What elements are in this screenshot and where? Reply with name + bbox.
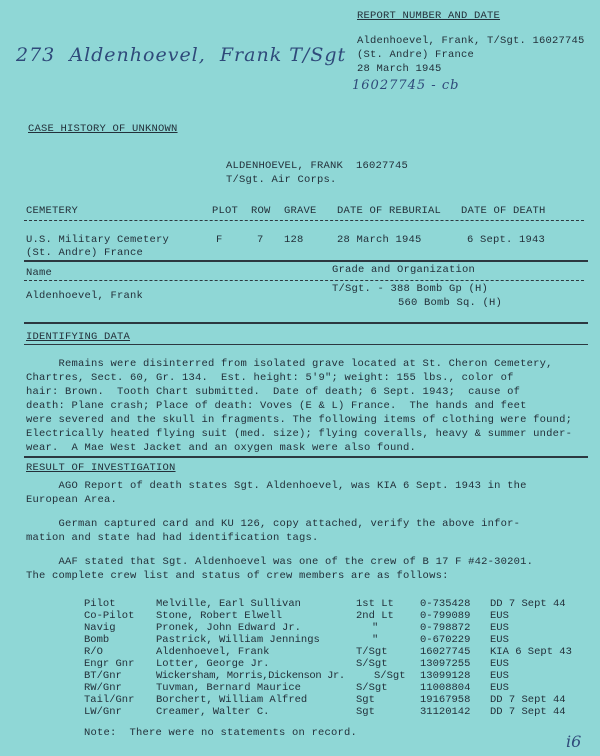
crew-status: EUS <box>490 622 509 634</box>
note: Note: There were no statements on record. <box>84 727 358 739</box>
crew-rank: S/Sgt <box>356 682 388 694</box>
crew-row <box>84 598 584 610</box>
handwritten-name-annotation: 273 Aldenhoevel, Frank T/Sgt <box>16 44 347 66</box>
crew-rank: 2nd Lt <box>356 610 394 622</box>
report-line-1: Aldenhoevel, Frank, T/Sgt. 16027745 <box>357 35 585 47</box>
crew-status: EUS <box>490 658 509 670</box>
crew-position: LW/Gnr <box>84 706 122 718</box>
crew-name: Tuvman, Bernard Maurice <box>156 682 301 694</box>
crew-status: EUS <box>490 682 509 694</box>
crew-rank: " <box>372 622 379 634</box>
crew-name: Creamer, Walter C. <box>156 706 270 718</box>
crew-position: Co-Pilot <box>84 610 135 622</box>
crew-row <box>84 634 584 646</box>
identifying-line-4: death: Plane crash; Place of death: Voves (E & L) France. The hands and feet <box>26 400 527 412</box>
crew-position: Navig <box>84 622 116 634</box>
subject-name: ALDENHOEVEL, FRANK 16027745 <box>226 160 409 172</box>
table-bottom-rule <box>24 260 588 262</box>
margin-mark: i6 <box>566 732 582 751</box>
crew-rank: Sgt <box>356 694 375 706</box>
crew-row <box>84 670 584 682</box>
investigation-p1-line-2: European Area. <box>26 494 118 506</box>
crew-status: KIA 6 Sept 43 <box>490 646 572 658</box>
cemetery-line-1: U.S. Military Cemetery <box>26 234 170 246</box>
crew-serial: 0-670229 <box>420 634 471 646</box>
crew-name: Aldenhoevel, Frank <box>156 646 270 658</box>
crew-name: Pastrick, William Jennings <box>156 634 320 646</box>
cemetery-line-2: (St. Andre) France <box>26 247 144 259</box>
investigation-p2-line-1: German captured card and KU 126, copy attached, verify the above infor- <box>26 518 521 530</box>
crew-status: EUS <box>490 610 509 622</box>
header-row: ROW <box>251 205 271 217</box>
grade-line-1: T/Sgt. - 388 Bomb Gp (H) <box>332 283 489 295</box>
crew-serial: 0-799089 <box>420 610 471 622</box>
investigation-p1-line-1: AGO Report of death states Sgt. Aldenhoevel, was KIA 6 Sept. 1943 in the <box>26 480 527 492</box>
name-label: Name <box>26 267 53 279</box>
crew-position: BT/Gnr <box>84 670 122 682</box>
investigation-p3-line-2: The complete crew list and status of crew members are as follows: <box>26 570 449 582</box>
crew-rank: 1st Lt <box>356 598 394 610</box>
plot-value: F <box>216 234 223 246</box>
handwritten-serial-annotation: 16027745 - cb <box>352 78 460 93</box>
crew-status: DD 7 Sept 44 <box>490 706 566 718</box>
identifying-line-6: Electrically heated flying suit (med. size); flying coveralls, heavy & summer under- <box>26 428 573 440</box>
identifying-line-7: wear. A Mae West Jacket and an oxygen mask were also found. <box>26 442 417 454</box>
investigation-heading: RESULT OF INVESTIGATION <box>26 462 176 474</box>
crew-serial: 13097255 <box>420 658 471 670</box>
identifying-line-5: were severed and the skull in fragments. The following items of clothing were found; <box>26 414 573 426</box>
subject-rank: T/Sgt. Air Corps. <box>226 174 337 186</box>
crew-position: RW/Gnr <box>84 682 122 694</box>
header-divider <box>24 220 584 221</box>
case-history-title: CASE HISTORY OF UNKNOWN <box>28 123 178 135</box>
name-divider <box>24 280 584 281</box>
crew-rank: S/Sgt <box>356 658 388 670</box>
crew-position: R/O <box>84 646 103 658</box>
crew-serial: 11008804 <box>420 682 471 694</box>
identifying-rule <box>24 344 588 345</box>
crew-rank: S/Sgt <box>374 670 406 682</box>
header-plot: PLOT <box>212 205 239 217</box>
crew-position: Pilot <box>84 598 116 610</box>
header-death: DATE OF DEATH <box>461 205 546 217</box>
crew-row <box>84 622 584 634</box>
report-line-3: 28 March 1945 <box>357 63 442 75</box>
grade-line-2: 560 Bomb Sq. (H) <box>398 297 503 309</box>
crew-position: Bomb <box>84 634 110 646</box>
reburial-value: 28 March 1945 <box>337 234 422 246</box>
identifying-line-1: Remains were disinterred from isolated grave located at St. Cheron Cemetery, <box>26 358 553 370</box>
crew-rank: " <box>372 634 379 646</box>
crew-name: Stone, Robert Elwell <box>156 610 283 622</box>
crew-rank: Sgt <box>356 706 375 718</box>
death-value: 6 Sept. 1943 <box>467 234 546 246</box>
investigation-p3-line-1: AAF stated that Sgt. Aldenhoevel was one of the crew of B 17 F #42-30201. <box>26 556 534 568</box>
header-grave: GRAVE <box>284 205 317 217</box>
crew-serial: 13099128 <box>420 670 471 682</box>
name-value: Aldenhoevel, Frank <box>26 290 144 302</box>
report-number-heading: REPORT NUMBER AND DATE <box>357 10 501 22</box>
identifying-heading: IDENTIFYING DATA <box>26 331 131 343</box>
crew-status: EUS <box>490 634 509 646</box>
crew-row <box>84 610 584 622</box>
crew-serial: 0-735428 <box>420 598 471 610</box>
report-line-2: (St. Andre) France <box>357 49 475 61</box>
crew-name: Wickersham, Morris,Dickenson Jr. <box>156 670 345 682</box>
crew-name: Lotter, George Jr. <box>156 658 270 670</box>
crew-rank: T/Sgt <box>356 646 388 658</box>
crew-name: Melville, Earl Sullivan <box>156 598 301 610</box>
crew-serial: 19167958 <box>420 694 471 706</box>
crew-row <box>84 694 584 706</box>
crew-row <box>84 658 584 670</box>
crew-name: Borchert, William Alfred <box>156 694 308 706</box>
investigation-p2-line-2: mation and state had had identification tags. <box>26 532 319 544</box>
crew-serial: 0-798872 <box>420 622 471 634</box>
header-cemetery: CEMETERY <box>26 205 79 217</box>
crew-position: Engr Gnr <box>84 658 135 670</box>
crew-row <box>84 682 584 694</box>
crew-status: DD 7 Sept 44 <box>490 598 566 610</box>
crew-status: EUS <box>490 670 509 682</box>
grave-value: 128 <box>284 234 304 246</box>
crew-serial: 31120142 <box>420 706 471 718</box>
identifying-line-2: Chartres, Sect. 60, Gr. 134. Est. height: 5'9"; weight: 155 lbs., color of <box>26 372 514 384</box>
identifying-line-3: hair: Brown. Tooth Chart submitted. Date of death; 6 Sept. 1943; cause of <box>26 386 521 398</box>
identifying-bottom-rule <box>24 456 588 458</box>
crew-row <box>84 646 584 658</box>
crew-row <box>84 706 584 718</box>
name-bottom-rule <box>24 322 588 324</box>
crew-serial: 16027745 <box>420 646 471 658</box>
header-reburial: DATE OF REBURIAL <box>337 205 442 217</box>
row-value: 7 <box>257 234 264 246</box>
crew-name: Pronek, John Edward Jr. <box>156 622 301 634</box>
crew-status: DD 7 Sept 44 <box>490 694 566 706</box>
grade-label: Grade and Organization <box>332 264 476 276</box>
crew-position: Tail/Gnr <box>84 694 135 706</box>
